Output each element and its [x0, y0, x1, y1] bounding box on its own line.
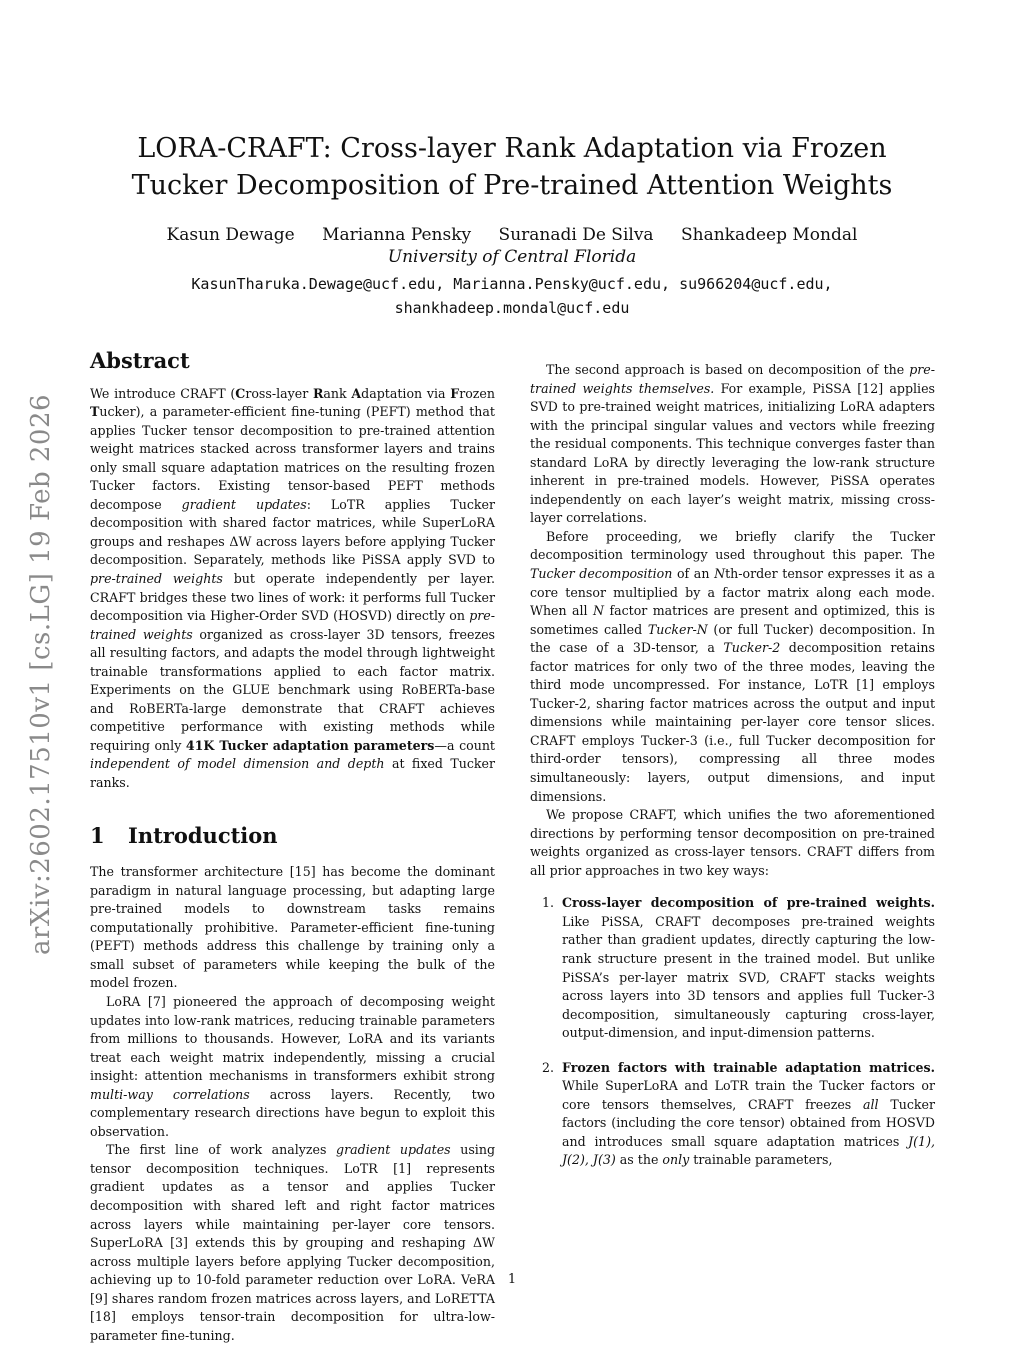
email-line-2: shankhadeep.mondal@ucf.edu [394, 299, 630, 317]
title-line-1: LORA-CRAFT: Cross-layer Rank Adaptation via Frozen [137, 133, 887, 164]
left-column [90, 348, 496, 1345]
author-emails [90, 272, 934, 320]
list-item: 2. Frozen factors with trainable adaptation matrices. While SuperLoRA and LoTR train the Tucker factors or core tensors themselves, CRAFT freezes all Tucker factors (including the core tensor) obtained from HOSVD and introduces small square adaptation matrices J(1), J(2), J(3) as the only trainable parameters, [542, 1059, 936, 1168]
introduction-heading [90, 822, 495, 848]
author: Marianna Pensky [322, 225, 472, 245]
section-title: Introduction [128, 822, 278, 848]
right-column [530, 361, 935, 1186]
title-line-2: Tucker Decomposition of Pre-trained Attention Weights [131, 170, 893, 201]
author-list [90, 224, 934, 246]
abstract-text: We introduce CRAFT (Cross-layer Rank Adaptation via Frozen Tucker), a parameter-efficient fine-tuning (PEFT) method that applies Tucker tensor decomposition to pre-trained attention weight matrices stacked across transformer layers and trains only small square adaptation matrices on the resulting frozen Tucker factors. Existing tensor-based PEFT methods decompose gradient updates: LoTR applies Tucker decomposition with shared factor matrices, while SuperLoRA groups and reshapes ΔW across layers before applying Tucker decomposition. Separately, methods like PiSSA apply SVD to pre-trained weights but operate independently per layer. CRAFT bridges these two lines of work: it performs full Tucker decomposition via Higher-Order SVD (HOSVD) directly on pre-trained weights organized as cross-layer 3D tensors, freezes all resulting factors, and adapts the model through lightweight trainable transformations applied to each factor matrix. Experiments on the GLUE benchmark using RoBERTa-base and RoBERTa-large demonstrate that CRAFT achieves competitive performance with existing methods while requiring only 41K Tucker adaptation parameters—a count independent of model dimension and depth at fixed Tucker ranks. [90, 385, 496, 791]
intro-paragraph-1: The transformer architecture [15] has become the dominant paradigm in natural language processing, but adapting large pre-trained models to downstream tasks remains computationally prohibitive. Parameter-efficient fine-tuning (PEFT) methods address this challenge by training only a small subset of parameters while keeping the bulk of the model frozen. [90, 864, 495, 991]
section-number: 1 [90, 822, 105, 848]
intro-paragraph-3: The first line of work analyzes gradient updates using tensor decomposition techniques. LoTR [1] represents gradient updates as a tensor and applies Tucker decomposition with shared left and right factor matrices across layers while maintaining per-layer core tensors. SuperLoRA [3] extends this by grouping and reshaping ΔW across multiple layers before applying Tucker decomposition, achieving up to 10-fold parameter reduction over LoRA. VeRA [9] shares random frozen matrices across layers, and LoRETTA [18] employs tensor-train decomposition for ultra-low-parameter fine-tuning. [90, 1142, 496, 1343]
intro-paragraph-6: We propose CRAFT, which unifies the two aforementioned directions by performing tensor decomposition on pre-trained weights organized as cross-layer tensors. CRAFT differs from all prior approaches in two key ways: [530, 807, 935, 878]
author: Kasun Dewage [166, 225, 295, 245]
affiliation: University of Central Florida [387, 247, 637, 267]
abstract-heading: Abstract [90, 348, 190, 373]
page-number: 1 [507, 1272, 517, 1287]
author: Shankadeep Mondal [680, 225, 858, 245]
contribution-list [530, 894, 935, 1170]
intro-paragraph-2: LoRA [7] pioneered the approach of decomposing weight updates into low-rank matrices, reducing trainable parameters from millions to thousands. However, LoRA and its variants treat each weight matrix independently, missing a crucial insight: attention mechanisms in transformers exhibit strong multi-way correlations across layers. Recently, two complementary research directions have begun to exploit this observation. [90, 993, 495, 1139]
author: Suranadi De Silva [498, 225, 654, 245]
arxiv-identifier: arXiv:2602.17510v1 [cs.LG] 19 Feb 2026 [26, 393, 56, 955]
intro-paragraph-4: The second approach is based on decomposition of the pre-trained weights themselves. For example, PiSSA [12] applies SVD to pre-trained weight matrices, initializing LoRA adapters with the principal singular values and vectors while freezing the residual components. This technique converges faster than standard LoRA by directly leveraging the low-rank structure inherent in pre-trained models. However, PiSSA operates independently on each layer’s weight matrix, missing cross-layer correlations. [530, 362, 935, 526]
paper-title [90, 130, 934, 204]
list-item: 1. Cross-layer decomposition of pre-trained weights. Like PiSSA, CRAFT decomposes pre-trained weights rather than gradient updates, directly capturing the low-rank structure present in the trained model. But unlike PiSSA’s per-layer matrix SVD, CRAFT stacks weights across layers into 3D tensors and applies full Tucker-3 decomposition, simultaneously capturing cross-layer, output-dimension, and input-dimension patterns. [542, 895, 935, 1041]
email-line-1: KasunTharuka.Dewage@ucf.edu, Marianna.Pensky@ucf.edu, su966204@ucf.edu, [191, 275, 833, 293]
intro-paragraph-5: Before proceeding, we briefly clarify the Tucker decomposition terminology used throughout this paper. The Tucker decomposition of an Nth-order tensor expresses it as a core tensor multiplied by a factor matrix along each mode. When all N factor matrices are present and optimized, this is sometimes called Tucker-N (or full Tucker) decomposition. In the case of a 3D-tensor, a Tucker-2 decomposition retains factor matrices for only two of the three modes, leaving the third mode uncompressed. For instance, LoTR [1] employs Tucker-2, sharing factor matrices across the output and input dimensions while maintaining per-layer core tensor slices. CRAFT employs Tucker-3 (i.e., full Tucker decomposition for third-order tensors), compressing all three modes simultaneously: layers, output dimensions, and input dimensions. [530, 528, 935, 804]
